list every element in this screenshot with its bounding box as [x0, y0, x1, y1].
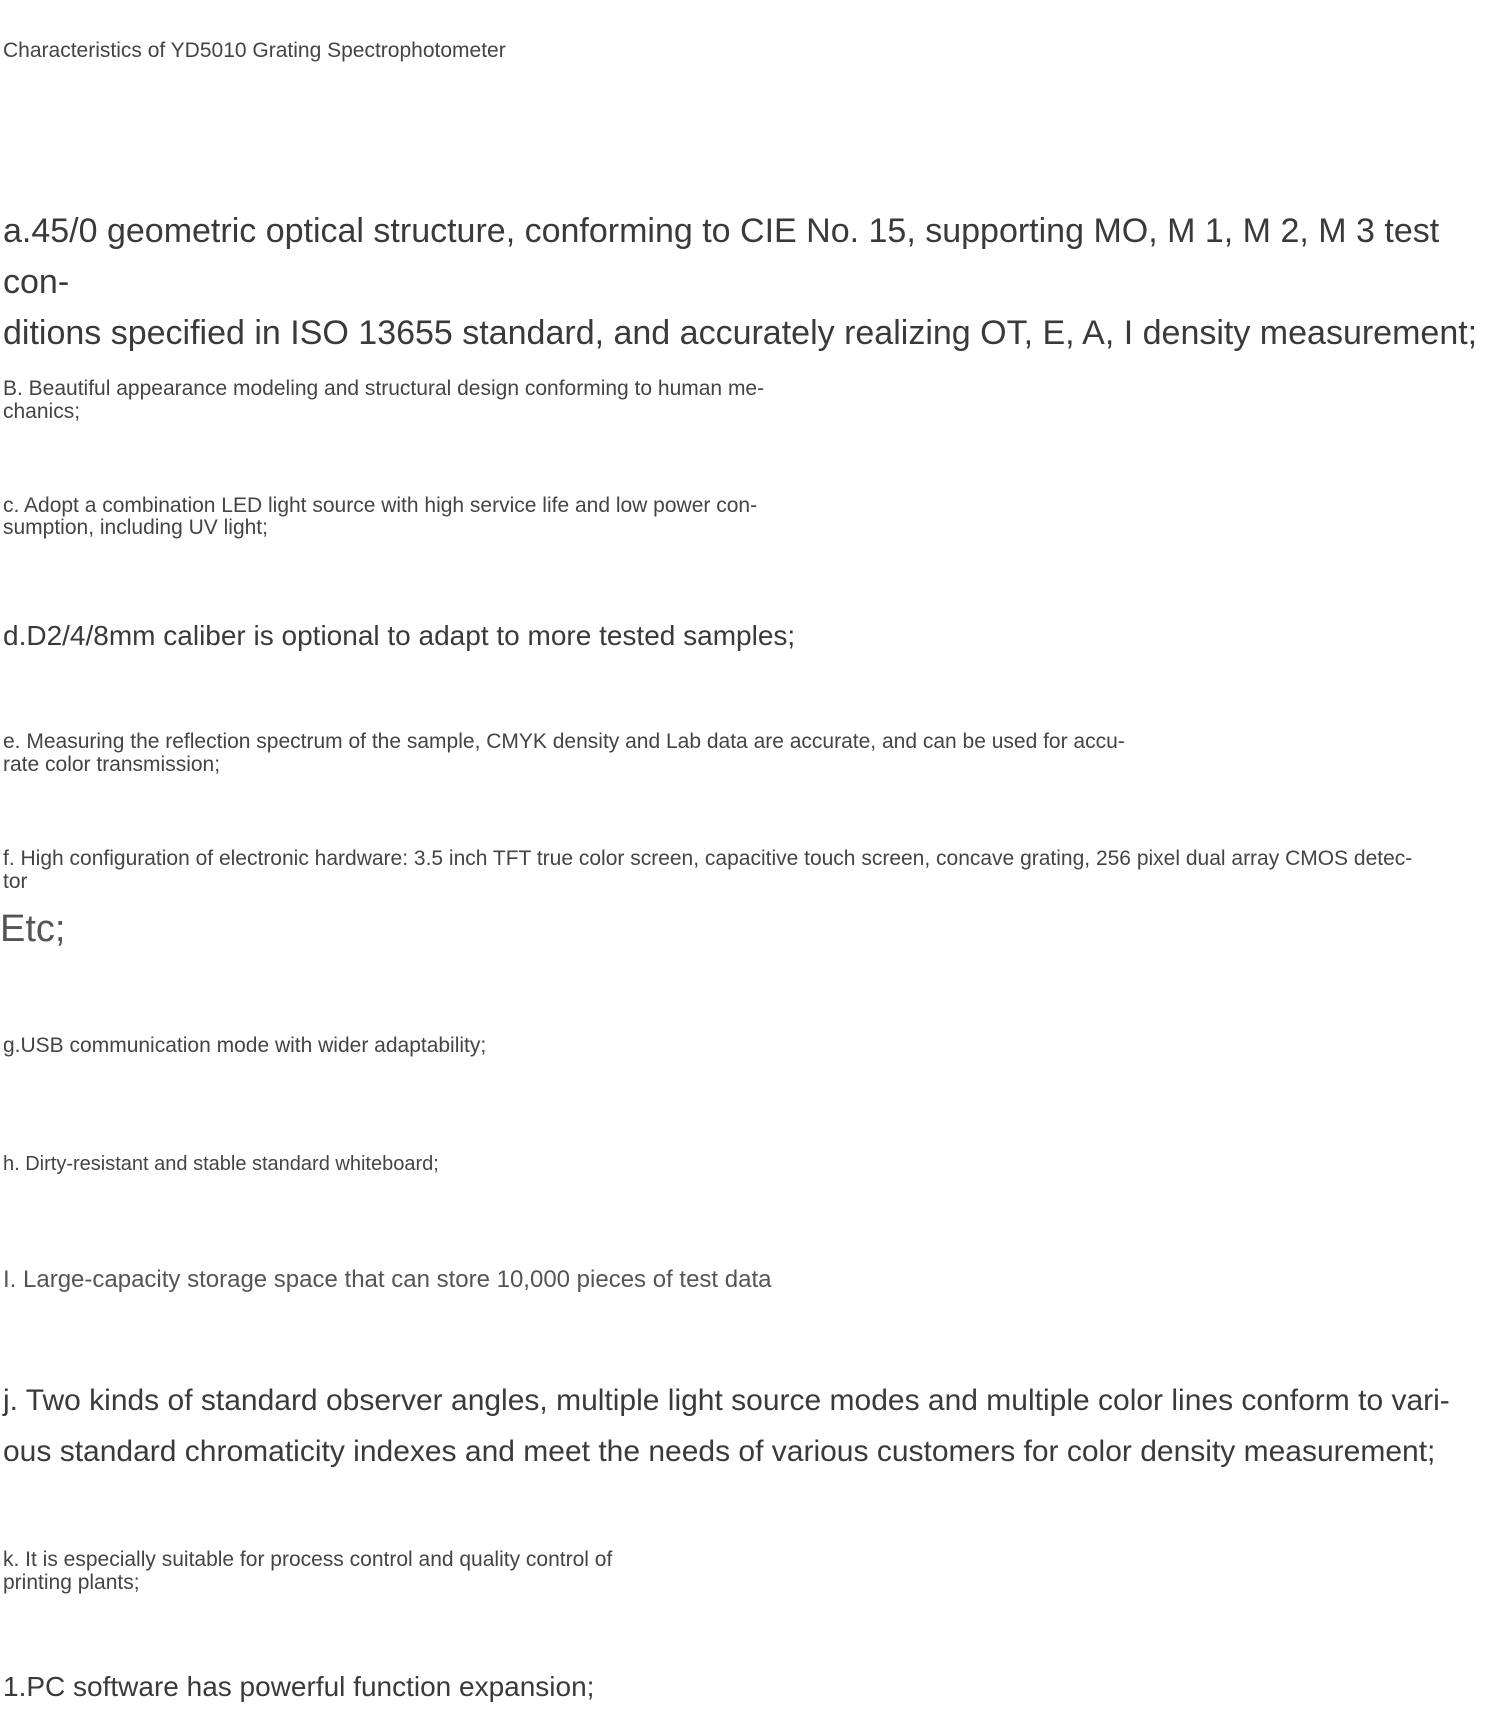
feature-item-d: d.D2/4/8mm caliber is optional to adapt to more tested samples;: [3, 620, 796, 651]
feature-item-j: j. Two kinds of standard observer angles, multiple light source modes and multiple color lines conform to vari- ous standard chromaticity indexes and meet the needs of various customers for color density measurement;: [3, 1384, 1450, 1468]
feature-item-e: e. Measuring the reflection spectrum of the sample, CMYK density and Lab data are accurate, and can be used for accu- rate color transmission;: [3, 730, 1125, 776]
feature-item-g: g.USB communication mode with wider adaptability;: [3, 1034, 487, 1057]
feature-item-i: I. Large-capacity storage space that can store 10,000 pieces of test data: [3, 1266, 772, 1293]
feature-item-f-tail: Etc;: [0, 908, 66, 950]
feature-item-l: 1.PC software has powerful function expansion;: [3, 1671, 595, 1702]
feature-item-k: k. It is especially suitable for process control and quality control of printing plants;: [3, 1548, 613, 1594]
feature-item-h: h. Dirty-resistant and stable standard whiteboard;: [3, 1153, 439, 1175]
document-title: Characteristics of YD5010 Grating Spectrophotometer: [3, 39, 506, 62]
feature-item-c: c. Adopt a combination LED light source with high service life and low power con- sumption, including UV light;: [3, 494, 758, 539]
feature-item-a: a.45/0 geometric optical structure, conforming to CIE No. 15, supporting MO, M 1, M 2, M 3 test con- ditions specified in ISO 13655 standard, and accurately realizing OT, E, A, I density measurement;: [3, 212, 1478, 352]
feature-item-b: B. Beautiful appearance modeling and structural design conforming to human me- chanics;: [3, 377, 765, 423]
feature-item-f: f. High configuration of electronic hardware: 3.5 inch TFT true color screen, capacitive touch screen, concave grating, 256 pixel dual array CMOS detec- tor: [3, 847, 1413, 893]
